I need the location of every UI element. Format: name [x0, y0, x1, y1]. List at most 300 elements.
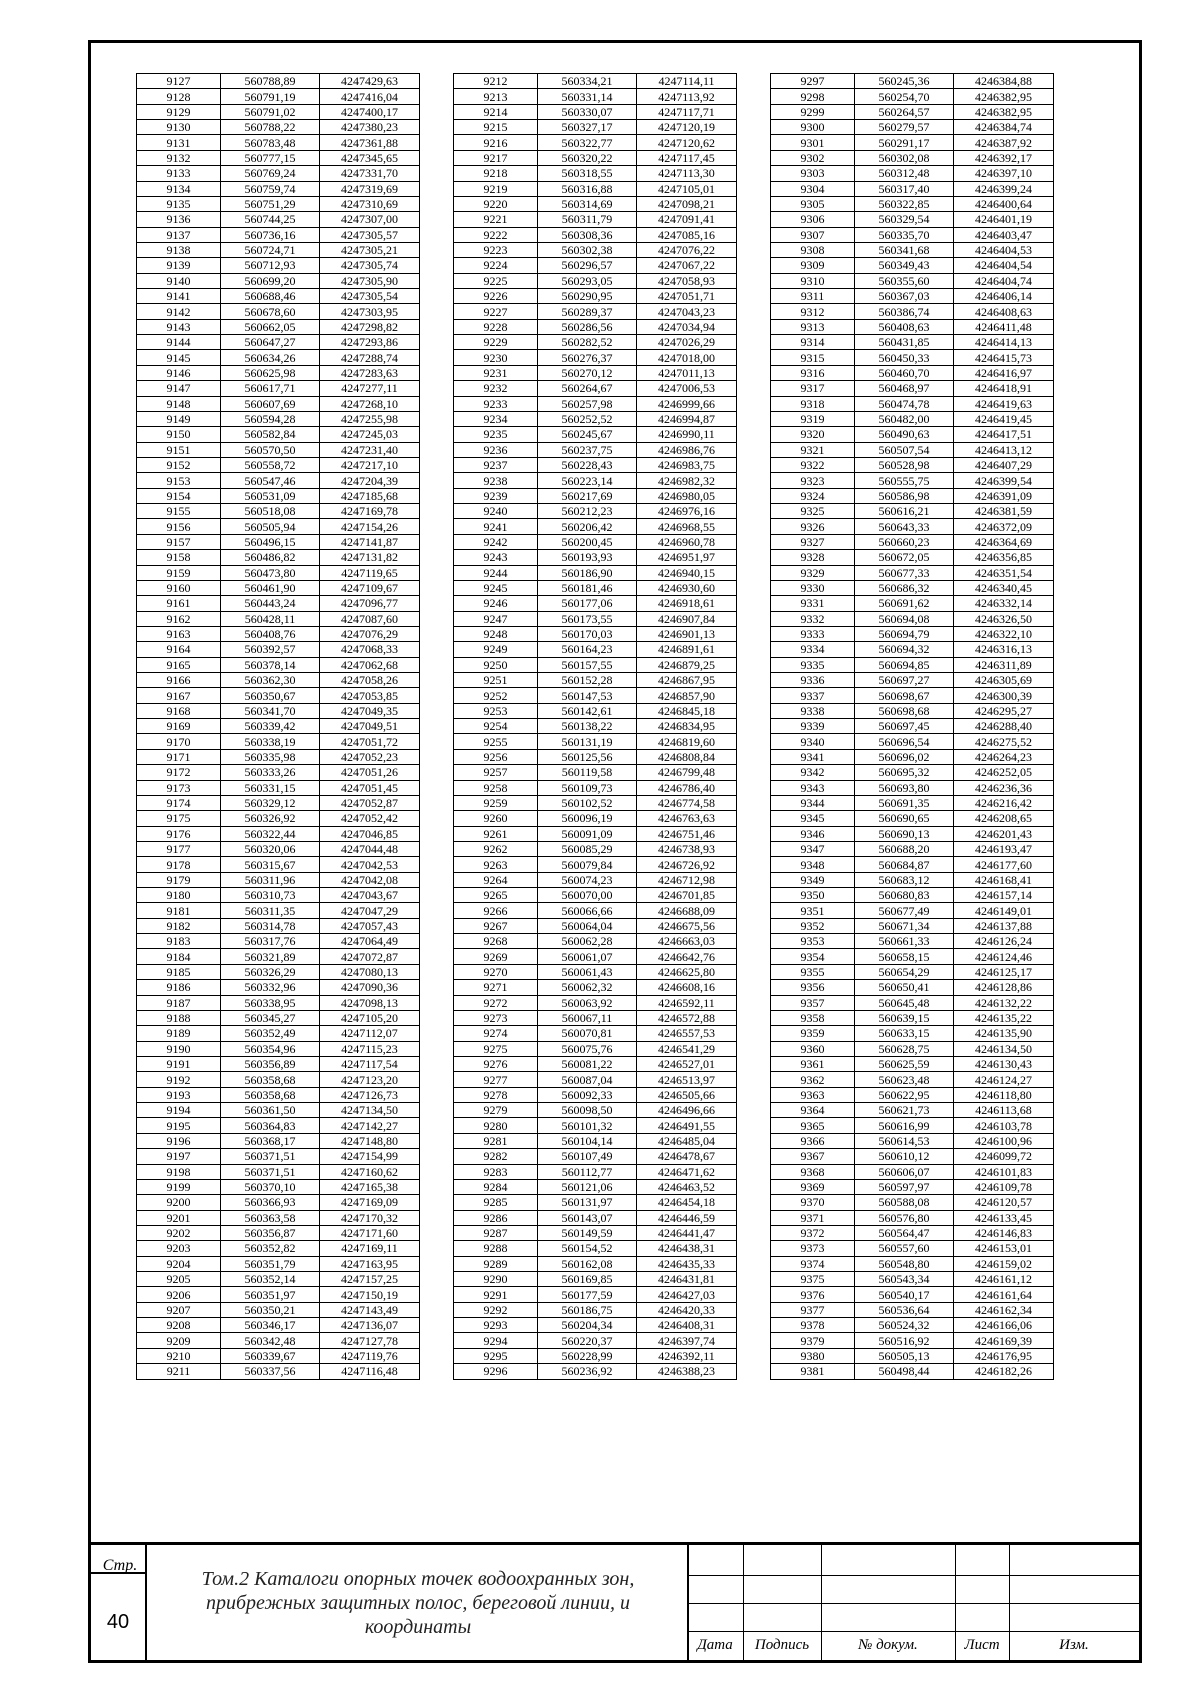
y-coordinate-cell: 4246135,22: [954, 1010, 1054, 1025]
x-coordinate-cell: 560217,69: [538, 488, 637, 503]
table-row: [771, 611, 1054, 626]
x-coordinate-cell: 560317,40: [855, 181, 954, 196]
point-number-cell: 9223: [454, 242, 538, 257]
y-coordinate-cell: 4247087,60: [320, 611, 420, 626]
y-coordinate-cell: 4246608,16: [637, 980, 737, 995]
table-row: [771, 396, 1054, 411]
point-number-cell: 9137: [137, 227, 221, 242]
point-number-cell: 9363: [771, 1087, 855, 1102]
x-coordinate-cell: 560518,08: [221, 504, 320, 519]
table-row: [771, 995, 1054, 1010]
table-row: [137, 473, 420, 488]
x-coordinate-cell: 560131,19: [538, 734, 637, 749]
x-coordinate-cell: 560104,14: [538, 1133, 637, 1148]
x-coordinate-cell: 560468,97: [855, 381, 954, 396]
table-row: [454, 166, 737, 181]
x-coordinate-cell: 560783,48: [221, 135, 320, 150]
y-coordinate-cell: 4246168,41: [954, 872, 1054, 887]
y-coordinate-cell: 4246592,11: [637, 995, 737, 1010]
table-row: [454, 396, 737, 411]
x-coordinate-cell: 560625,98: [221, 365, 320, 380]
x-coordinate-cell: 560351,97: [221, 1287, 320, 1302]
point-number-cell: 9163: [137, 626, 221, 641]
point-number-cell: 9282: [454, 1149, 538, 1164]
y-coordinate-cell: 4246177,60: [954, 857, 1054, 872]
x-coordinate-cell: 560085,29: [538, 841, 637, 856]
x-coordinate-cell: 560131,97: [538, 1195, 637, 1210]
point-number-cell: 9341: [771, 749, 855, 764]
y-coordinate-cell: 4246146,83: [954, 1225, 1054, 1240]
y-coordinate-cell: 4247114,11: [637, 74, 737, 89]
table-row: [771, 872, 1054, 887]
x-coordinate-cell: 560318,55: [538, 166, 637, 181]
y-coordinate-cell: 4246940,15: [637, 565, 737, 580]
x-coordinate-cell: 560370,10: [221, 1179, 320, 1194]
x-coordinate-cell: 560386,74: [855, 304, 954, 319]
point-number-cell: 9253: [454, 703, 538, 718]
point-number-cell: 9316: [771, 365, 855, 380]
y-coordinate-cell: 4247047,29: [320, 903, 420, 918]
point-number-cell: 9292: [454, 1302, 538, 1317]
x-coordinate-cell: 560177,59: [538, 1287, 637, 1302]
point-number-cell: 9381: [771, 1364, 855, 1379]
y-coordinate-cell: 4246407,29: [954, 457, 1054, 472]
table-row: [137, 1164, 420, 1179]
y-coordinate-cell: 4247096,77: [320, 596, 420, 611]
table-row: [454, 273, 737, 288]
y-coordinate-cell: 4247298,82: [320, 319, 420, 334]
table-row: [137, 519, 420, 534]
y-coordinate-cell: 4246960,78: [637, 534, 737, 549]
y-coordinate-cell: 4246101,83: [954, 1164, 1054, 1179]
point-number-cell: 9290: [454, 1272, 538, 1287]
point-number-cell: 9305: [771, 196, 855, 211]
table-row: [137, 580, 420, 595]
point-number-cell: 9136: [137, 212, 221, 227]
x-coordinate-cell: 560431,85: [855, 335, 954, 350]
y-coordinate-cell: 4247123,20: [320, 1072, 420, 1087]
table-row: [137, 1287, 420, 1302]
point-number-cell: 9347: [771, 841, 855, 856]
point-number-cell: 9132: [137, 150, 221, 165]
table-row: [771, 1010, 1054, 1025]
x-coordinate-cell: 560354,96: [221, 1041, 320, 1056]
y-coordinate-cell: 4247160,62: [320, 1164, 420, 1179]
y-coordinate-cell: 4247105,01: [637, 181, 737, 196]
y-coordinate-cell: 4246819,60: [637, 734, 737, 749]
table-row: [454, 473, 737, 488]
y-coordinate-cell: 4247131,82: [320, 550, 420, 565]
table-row: [771, 688, 1054, 703]
x-coordinate-cell: 560302,38: [538, 242, 637, 257]
x-coordinate-cell: 560079,84: [538, 857, 637, 872]
table-row: [137, 227, 420, 242]
point-number-cell: 9331: [771, 596, 855, 611]
point-number-cell: 9135: [137, 196, 221, 211]
x-coordinate-cell: 560092,33: [538, 1087, 637, 1102]
x-coordinate-cell: 560677,33: [855, 565, 954, 580]
y-coordinate-cell: 4247305,57: [320, 227, 420, 242]
point-number-cell: 9140: [137, 273, 221, 288]
y-coordinate-cell: 4247134,50: [320, 1103, 420, 1118]
y-coordinate-cell: 4247204,39: [320, 473, 420, 488]
point-number-cell: 9241: [454, 519, 538, 534]
y-coordinate-cell: 4246295,27: [954, 703, 1054, 718]
coordinates-table-2: [453, 73, 737, 1380]
table-row: [137, 995, 420, 1010]
x-coordinate-cell: 560650,41: [855, 980, 954, 995]
point-number-cell: 9146: [137, 365, 221, 380]
y-coordinate-cell: 4246216,42: [954, 795, 1054, 810]
table-row: [771, 381, 1054, 396]
y-coordinate-cell: 4246625,80: [637, 964, 737, 979]
y-coordinate-cell: 4246137,88: [954, 918, 1054, 933]
y-coordinate-cell: 4246399,24: [954, 181, 1054, 196]
table-row: [454, 1041, 737, 1056]
table-row: [454, 918, 737, 933]
table-row: [137, 196, 420, 211]
x-coordinate-cell: 560061,43: [538, 964, 637, 979]
x-coordinate-cell: 560326,92: [221, 811, 320, 826]
y-coordinate-cell: 4246918,61: [637, 596, 737, 611]
y-coordinate-cell: 4247277,11: [320, 381, 420, 396]
x-coordinate-cell: 560622,95: [855, 1087, 954, 1102]
point-number-cell: 9356: [771, 980, 855, 995]
x-coordinate-cell: 560690,13: [855, 826, 954, 841]
y-coordinate-cell: 4247119,65: [320, 565, 420, 580]
point-number-cell: 9237: [454, 457, 538, 472]
y-coordinate-cell: 4247098,13: [320, 995, 420, 1010]
y-coordinate-cell: 4246446,59: [637, 1210, 737, 1225]
y-coordinate-cell: 4246891,61: [637, 642, 737, 657]
table-row: [771, 242, 1054, 257]
table-row: [454, 319, 737, 334]
x-coordinate-cell: 560543,34: [855, 1272, 954, 1287]
point-number-cell: 9380: [771, 1348, 855, 1363]
table-row: [454, 1149, 737, 1164]
x-coordinate-cell: 560228,99: [538, 1348, 637, 1363]
table-row: [137, 1072, 420, 1087]
x-coordinate-cell: 560333,26: [221, 765, 320, 780]
y-coordinate-cell: 4246404,74: [954, 273, 1054, 288]
table-row: [137, 1103, 420, 1118]
y-coordinate-cell: 4246420,33: [637, 1302, 737, 1317]
point-number-cell: 9300: [771, 120, 855, 135]
header-date: Дата: [697, 1637, 733, 1653]
x-coordinate-cell: 560070,00: [538, 888, 637, 903]
x-coordinate-cell: 560321,89: [221, 949, 320, 964]
point-number-cell: 9168: [137, 703, 221, 718]
x-coordinate-cell: 560606,07: [855, 1164, 954, 1179]
x-coordinate-cell: 560694,85: [855, 657, 954, 672]
y-coordinate-cell: 4246100,96: [954, 1133, 1054, 1148]
x-coordinate-cell: 560693,80: [855, 780, 954, 795]
x-coordinate-cell: 560332,96: [221, 980, 320, 995]
y-coordinate-cell: 4247310,69: [320, 196, 420, 211]
table-row: [771, 964, 1054, 979]
x-coordinate-cell: 560289,37: [538, 304, 637, 319]
table-row: [454, 1348, 737, 1363]
point-number-cell: 9342: [771, 765, 855, 780]
table-row: [454, 688, 737, 703]
y-coordinate-cell: 4246109,78: [954, 1179, 1054, 1194]
table-row: [454, 1302, 737, 1317]
x-coordinate-cell: 560138,22: [538, 719, 637, 734]
table-row: [771, 949, 1054, 964]
table-row: [454, 150, 737, 165]
point-number-cell: 9196: [137, 1133, 221, 1148]
point-number-cell: 9240: [454, 504, 538, 519]
table-row: [771, 1241, 1054, 1256]
x-coordinate-cell: 560610,12: [855, 1149, 954, 1164]
y-coordinate-cell: 4246751,46: [637, 826, 737, 841]
point-number-cell: 9306: [771, 212, 855, 227]
y-coordinate-cell: 4246400,64: [954, 196, 1054, 211]
point-number-cell: 9244: [454, 565, 538, 580]
table-row: [454, 657, 737, 672]
table-row: [771, 135, 1054, 150]
y-coordinate-cell: 4246161,12: [954, 1272, 1054, 1287]
point-number-cell: 9195: [137, 1118, 221, 1133]
x-coordinate-cell: 560326,29: [221, 964, 320, 979]
x-coordinate-cell: 560614,53: [855, 1133, 954, 1148]
point-number-cell: 9139: [137, 258, 221, 273]
table-row: [454, 780, 737, 795]
table-row: [454, 550, 737, 565]
y-coordinate-cell: 4246478,67: [637, 1149, 737, 1164]
table-row: [454, 212, 737, 227]
x-coordinate-cell: 560358,68: [221, 1072, 320, 1087]
point-number-cell: 9184: [137, 949, 221, 964]
y-coordinate-cell: 4246968,55: [637, 519, 737, 534]
x-coordinate-cell: 560352,49: [221, 1026, 320, 1041]
x-coordinate-cell: 560524,32: [855, 1318, 954, 1333]
table-row: [454, 1026, 737, 1041]
x-coordinate-cell: 560555,75: [855, 473, 954, 488]
table-row: [137, 673, 420, 688]
point-number-cell: 9211: [137, 1364, 221, 1379]
point-number-cell: 9171: [137, 749, 221, 764]
x-coordinate-cell: 560350,67: [221, 688, 320, 703]
y-coordinate-cell: 4247416,04: [320, 89, 420, 104]
point-number-cell: 9281: [454, 1133, 538, 1148]
point-number-cell: 9264: [454, 872, 538, 887]
point-number-cell: 9340: [771, 734, 855, 749]
point-number-cell: 9358: [771, 1010, 855, 1025]
x-coordinate-cell: 560254,70: [855, 89, 954, 104]
point-number-cell: 9304: [771, 181, 855, 196]
point-number-cell: 9293: [454, 1318, 538, 1333]
x-coordinate-cell: 560791,02: [221, 104, 320, 119]
y-coordinate-cell: 4247331,70: [320, 166, 420, 181]
point-number-cell: 9179: [137, 872, 221, 887]
y-coordinate-cell: 4246135,90: [954, 1026, 1054, 1041]
table-row: [771, 980, 1054, 995]
table-row: [771, 1118, 1054, 1133]
x-coordinate-cell: 560062,32: [538, 980, 637, 995]
x-coordinate-cell: 560712,93: [221, 258, 320, 273]
y-coordinate-cell: 4246159,02: [954, 1256, 1054, 1271]
point-number-cell: 9359: [771, 1026, 855, 1041]
y-coordinate-cell: 4247051,26: [320, 765, 420, 780]
x-coordinate-cell: 560169,85: [538, 1272, 637, 1287]
y-coordinate-cell: 4247051,45: [320, 780, 420, 795]
point-number-cell: 9151: [137, 442, 221, 457]
y-coordinate-cell: 4246642,76: [637, 949, 737, 964]
x-coordinate-cell: 560317,76: [221, 934, 320, 949]
y-coordinate-cell: 4247058,26: [320, 673, 420, 688]
point-number-cell: 9276: [454, 1057, 538, 1072]
title-block: [91, 1542, 1139, 1663]
table-row: [454, 795, 737, 810]
x-coordinate-cell: 560314,69: [538, 196, 637, 211]
point-number-cell: 9150: [137, 427, 221, 442]
table-row: [137, 780, 420, 795]
point-number-cell: 9149: [137, 411, 221, 426]
x-coordinate-cell: 560335,70: [855, 227, 954, 242]
point-number-cell: 9373: [771, 1241, 855, 1256]
y-coordinate-cell: 4246193,47: [954, 841, 1054, 856]
y-coordinate-cell: 4246879,25: [637, 657, 737, 672]
x-coordinate-cell: 560371,51: [221, 1149, 320, 1164]
y-coordinate-cell: 4247042,08: [320, 872, 420, 887]
point-number-cell: 9249: [454, 642, 538, 657]
x-coordinate-cell: 560498,44: [855, 1364, 954, 1379]
x-coordinate-cell: 560364,83: [221, 1118, 320, 1133]
x-coordinate-cell: 560698,68: [855, 703, 954, 718]
y-coordinate-cell: 4247170,32: [320, 1210, 420, 1225]
table-row: [454, 765, 737, 780]
x-coordinate-cell: 560617,71: [221, 381, 320, 396]
point-number-cell: 9128: [137, 89, 221, 104]
point-number-cell: 9214: [454, 104, 538, 119]
x-coordinate-cell: 560154,52: [538, 1241, 637, 1256]
y-coordinate-cell: 4247058,93: [637, 273, 737, 288]
x-coordinate-cell: 560677,49: [855, 903, 954, 918]
y-coordinate-cell: 4246351,54: [954, 565, 1054, 580]
table-row: [454, 719, 737, 734]
x-coordinate-cell: 560460,70: [855, 365, 954, 380]
x-coordinate-cell: 560270,12: [538, 365, 637, 380]
y-coordinate-cell: 4247091,41: [637, 212, 737, 227]
y-coordinate-cell: 4247034,94: [637, 319, 737, 334]
table-row: [454, 1318, 737, 1333]
point-number-cell: 9210: [137, 1348, 221, 1363]
y-coordinate-cell: 4246463,52: [637, 1179, 737, 1194]
point-number-cell: 9362: [771, 1072, 855, 1087]
x-coordinate-cell: 560334,21: [538, 74, 637, 89]
table-row: [771, 534, 1054, 549]
y-coordinate-cell: 4246411,48: [954, 319, 1054, 334]
x-coordinate-cell: 560119,58: [538, 765, 637, 780]
point-number-cell: 9284: [454, 1179, 538, 1194]
y-coordinate-cell: 4247112,07: [320, 1026, 420, 1041]
y-coordinate-cell: 4246382,95: [954, 104, 1054, 119]
point-number-cell: 9269: [454, 949, 538, 964]
y-coordinate-cell: 4247117,54: [320, 1057, 420, 1072]
table-row: [771, 411, 1054, 426]
y-coordinate-cell: 4247141,87: [320, 534, 420, 549]
table-row: [137, 596, 420, 611]
x-coordinate-cell: 560724,71: [221, 242, 320, 257]
point-number-cell: 9322: [771, 457, 855, 472]
point-number-cell: 9312: [771, 304, 855, 319]
y-coordinate-cell: 4247288,74: [320, 350, 420, 365]
x-coordinate-cell: 560697,27: [855, 673, 954, 688]
x-coordinate-cell: 560698,67: [855, 688, 954, 703]
x-coordinate-cell: 560531,09: [221, 488, 320, 503]
table-row: [137, 104, 420, 119]
y-coordinate-cell: 4246252,05: [954, 765, 1054, 780]
y-coordinate-cell: 4247117,45: [637, 150, 737, 165]
table-row: [771, 150, 1054, 165]
table-row: [771, 1195, 1054, 1210]
table-row: [454, 365, 737, 380]
y-coordinate-cell: 4247119,76: [320, 1348, 420, 1363]
point-number-cell: 9355: [771, 964, 855, 979]
y-coordinate-cell: 4246403,47: [954, 227, 1054, 242]
y-coordinate-cell: 4246153,01: [954, 1241, 1054, 1256]
table-row: [771, 780, 1054, 795]
table-row: [137, 1041, 420, 1056]
y-coordinate-cell: 4247057,43: [320, 918, 420, 933]
y-coordinate-cell: 4246176,95: [954, 1348, 1054, 1363]
x-coordinate-cell: 560186,75: [538, 1302, 637, 1317]
table-row: [771, 488, 1054, 503]
y-coordinate-cell: 4246388,23: [637, 1364, 737, 1379]
point-number-cell: 9285: [454, 1195, 538, 1210]
table-row: [454, 857, 737, 872]
y-coordinate-cell: 4247305,74: [320, 258, 420, 273]
table-row: [454, 1195, 737, 1210]
y-coordinate-cell: 4246288,40: [954, 719, 1054, 734]
table-row: [771, 657, 1054, 672]
x-coordinate-cell: 560075,76: [538, 1041, 637, 1056]
x-coordinate-cell: 560366,93: [221, 1195, 320, 1210]
y-coordinate-cell: 4246130,43: [954, 1057, 1054, 1072]
point-number-cell: 9259: [454, 795, 538, 810]
x-coordinate-cell: 560311,79: [538, 212, 637, 227]
x-coordinate-cell: 560147,53: [538, 688, 637, 703]
x-coordinate-cell: 560112,77: [538, 1164, 637, 1179]
table-row: [137, 657, 420, 672]
table-row: [771, 258, 1054, 273]
y-coordinate-cell: 4246384,74: [954, 120, 1054, 135]
table-row: [454, 673, 737, 688]
y-coordinate-cell: 4246557,53: [637, 1026, 737, 1041]
x-coordinate-cell: 560204,34: [538, 1318, 637, 1333]
y-coordinate-cell: 4247165,38: [320, 1179, 420, 1194]
x-coordinate-cell: 560690,65: [855, 811, 954, 826]
x-coordinate-cell: 560594,28: [221, 411, 320, 426]
x-coordinate-cell: 560582,84: [221, 427, 320, 442]
y-coordinate-cell: 4247268,10: [320, 396, 420, 411]
table-row: [137, 811, 420, 826]
point-number-cell: 9173: [137, 780, 221, 795]
x-coordinate-cell: 560282,52: [538, 335, 637, 350]
x-coordinate-cell: 560338,19: [221, 734, 320, 749]
x-coordinate-cell: 560296,57: [538, 258, 637, 273]
y-coordinate-cell: 4246404,53: [954, 242, 1054, 257]
y-coordinate-cell: 4247148,80: [320, 1133, 420, 1148]
point-number-cell: 9272: [454, 995, 538, 1010]
x-coordinate-cell: 560064,04: [538, 918, 637, 933]
x-coordinate-cell: 560293,05: [538, 273, 637, 288]
y-coordinate-cell: 4246999,66: [637, 396, 737, 411]
y-coordinate-cell: 4247143,49: [320, 1302, 420, 1317]
x-coordinate-cell: 560694,79: [855, 626, 954, 641]
x-coordinate-cell: 560311,96: [221, 872, 320, 887]
